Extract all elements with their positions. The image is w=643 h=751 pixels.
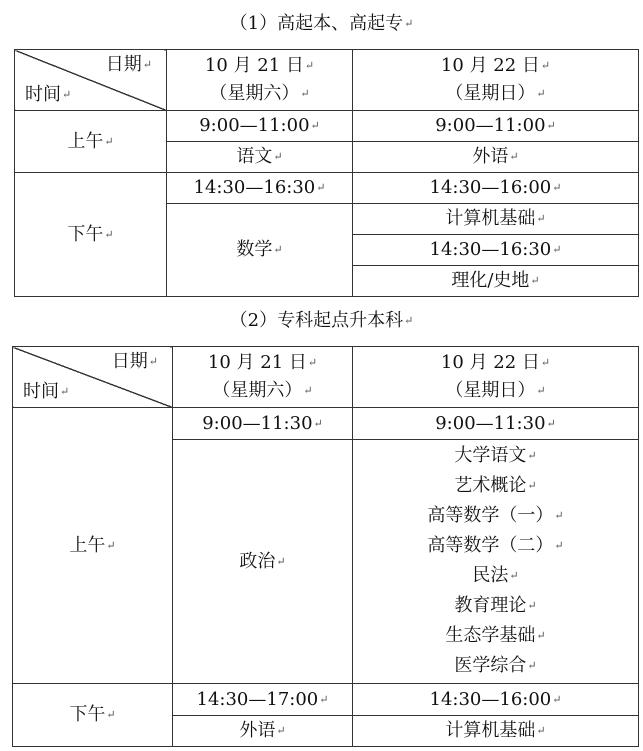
list-item: 艺术概论↵ [454,474,537,496]
afternoon-day2-time: 14:30—16:00↵ [353,684,639,716]
list-item: 教育理论↵ [454,594,537,616]
afternoon-day2-time-b: 14:30—16:30↵ [353,235,639,266]
date-header-label: 日期 [111,351,148,372]
afternoon-day1-time: 14:30—16:30↵ [167,173,353,204]
morning-day2-subject: 外语↵ [353,142,639,173]
afternoon-day1-subject: 数学↵ [167,204,353,297]
morning-day1-time: 9:00—11:00↵ [167,111,353,142]
time-header-label: 时间 [23,381,59,402]
day1-header: 10 月 21 日↵ （星期六）↵ [173,347,353,408]
list-item: 大学语文↵ [454,444,537,466]
table-row [13,408,639,440]
list-item: 民法↵ [472,564,519,586]
day1-header: 10 月 21 日↵ （星期六）↵ [167,50,353,111]
afternoon-label: 下午↵ [13,684,173,747]
morning-day1-time: 9:00—11:30↵ [173,408,353,440]
morning-day1-subject: 政治↵ [173,440,353,684]
table-row [15,111,639,142]
section2-title: （2）专科起点升本科↵ [229,310,414,331]
list-item: 医学综合↵ [454,654,537,676]
date-header-label: 日期 [105,54,142,75]
morning-day2-time: 9:00—11:00↵ [353,111,639,142]
afternoon-day2-time-a: 14:30—16:00↵ [353,173,639,204]
section1-title: （1）高起本、高起专↵ [229,13,414,34]
table-row [15,50,639,111]
afternoon-day2-subject-a: 计算机基础↵ [353,204,639,235]
morning-day2-subject-list [353,440,639,684]
morning-label: 上午↵ [13,408,173,684]
schedule-table-2 [12,346,639,747]
table-row [13,684,639,716]
morning-day1-subject: 语文↵ [167,142,353,173]
afternoon-day1-time: 14:30—17:00↵ [173,684,353,716]
list-item: 高等数学（二）↵ [427,534,564,556]
table-row [15,173,639,204]
morning-label: 上午↵ [15,111,167,173]
list-item: 生态学基础↵ [445,624,546,646]
afternoon-label: 下午↵ [15,173,167,297]
header-diagonal-cell: 日期↵ 时间↵ [15,50,167,111]
table-row [13,347,639,408]
morning-day2-time: 9:00—11:30↵ [353,408,639,440]
time-header-label: 时间 [25,84,61,105]
afternoon-day2-subject-b: 理化/史地↵ [353,266,639,297]
afternoon-day2-subject: 计算机基础↵ [353,716,639,747]
day2-header: 10 月 22 日↵ （星期日）↵ [353,347,639,408]
header-diagonal-cell: 日期↵ 时间↵ [13,347,173,408]
schedule-table-1 [14,49,639,297]
list-item: 高等数学（一）↵ [427,504,564,526]
afternoon-day1-subject: 外语↵ [173,716,353,747]
day2-header: 10 月 22 日↵ （星期日）↵ [353,50,639,111]
